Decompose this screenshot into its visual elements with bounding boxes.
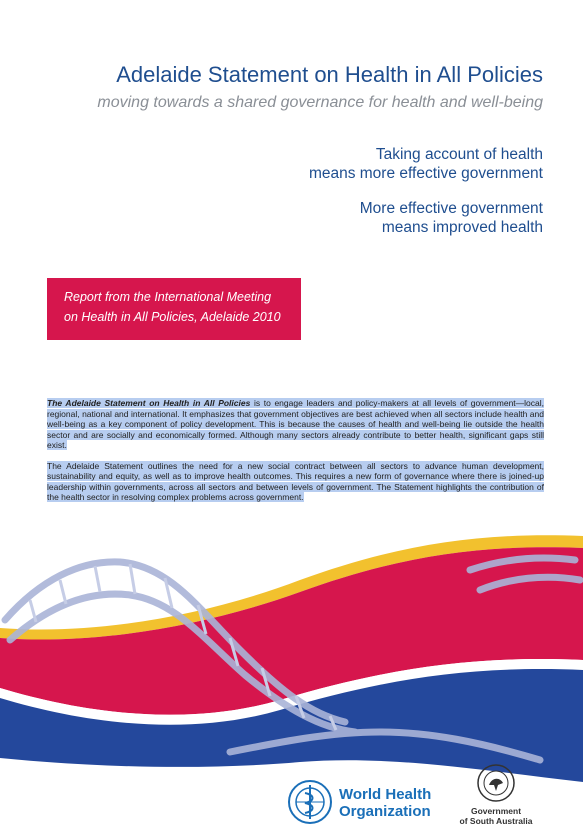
paragraph-1-lead: The Adelaide Statement on Health in All Policies <box>47 398 251 408</box>
report-line2: on Health in All Policies, Adelaide 2010 <box>64 310 281 324</box>
document-title: Adelaide Statement on Health in All Policies <box>116 62 543 87</box>
document-subtitle: moving towards a shared governance for health and well-being <box>97 94 543 111</box>
who-emblem-icon <box>287 779 333 825</box>
who-logo <box>287 779 447 825</box>
who-name <box>339 786 431 820</box>
paragraph-1-rest: is to engage leaders and policy-makers at all levels of government—local, regional, national and international. It emphasizes that government objectives are best achieved when all sectors include health and well-being as a key component of policy development. This is because the causes of health and well-being lie outside the health sector and are socially and economically formed. Although many sectors already contribute to better health, significant gaps still exist. <box>47 398 544 450</box>
tagline-2-line1: More effective government <box>359 200 543 217</box>
report-box <box>47 278 301 340</box>
gsa-name <box>456 806 536 826</box>
body-text <box>47 398 544 513</box>
gsa-line1: Government <box>470 806 522 816</box>
gsa-line2: of South Australia <box>459 816 533 826</box>
tagline-2 <box>360 199 543 237</box>
tagline-2-line2: means improved health <box>381 219 543 236</box>
tagline-1-line2: means more effective government <box>308 165 543 182</box>
paragraph-1 <box>47 398 544 451</box>
tagline-1 <box>309 145 543 183</box>
tagline-1-line1: Taking account of health <box>375 146 543 163</box>
gsa-logo <box>456 763 536 829</box>
paragraph-2-text: The Adelaide Statement outlines the need for a new social contract between all sectors to advance human development, sustainability and equity, as well as to improve health outcomes. This requires a new form of governance where there is joined-up leadership within governments, across all sectors and between levels of government. The Statement highlights the contribution of the health sector in resolving complex problems across government. <box>47 460 544 502</box>
piping-shrike-crest-icon <box>476 763 516 803</box>
who-line2: Organization <box>339 803 431 820</box>
who-line1: World Health <box>339 786 432 803</box>
paragraph-2 <box>47 461 544 503</box>
report-line1: Report from the International Meeting <box>64 290 272 304</box>
